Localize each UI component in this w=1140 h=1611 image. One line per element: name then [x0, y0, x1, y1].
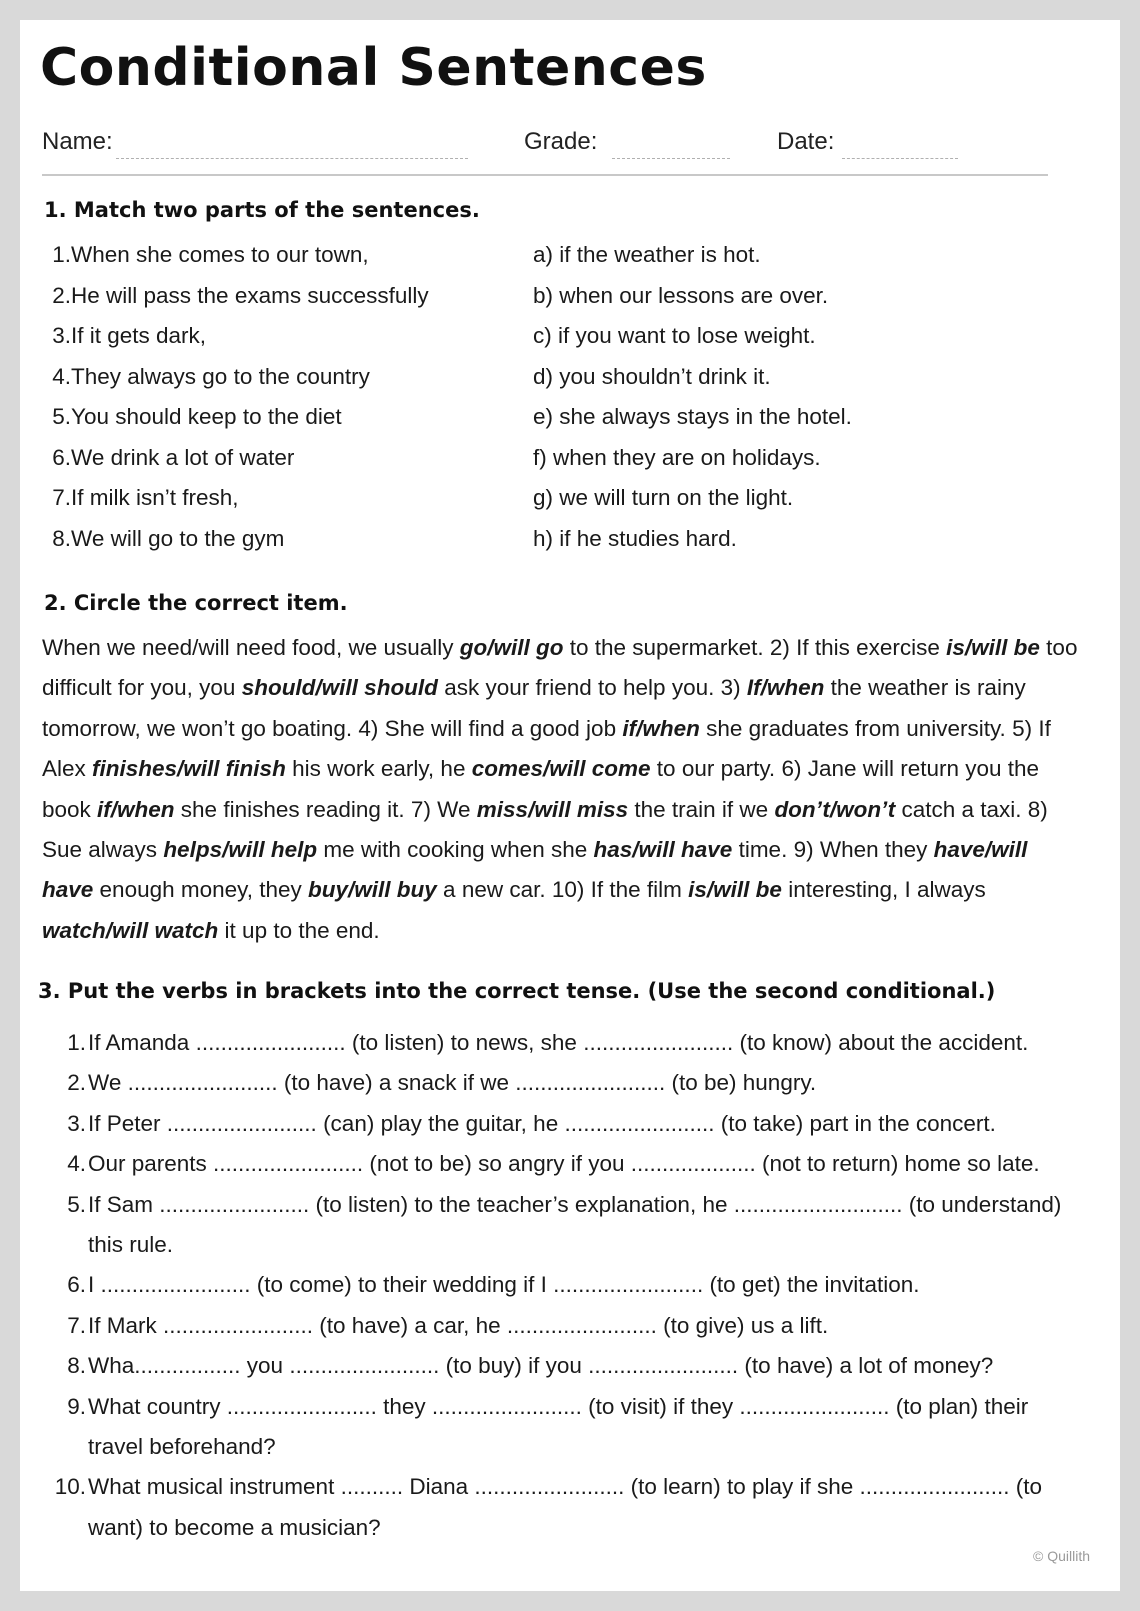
- verb-item-text: Our parents ........................ (not to be) so angry if you .................... (not to return) home so late.: [88, 1151, 1040, 1177]
- circle-option[interactable]: is/will be: [688, 877, 782, 903]
- match-left-part: If it gets dark,: [71, 323, 207, 348]
- circle-option[interactable]: buy/will buy: [308, 877, 437, 903]
- verb-item-text: If Amanda ........................ (to listen) to news, she ........................ (to know) about the accident.: [88, 1030, 1029, 1055]
- verb-item-text: What musical instrument .......... Diana ........................ (to learn) to play if she ........................ (to want) to become a musician?: [88, 1474, 1043, 1540]
- paragraph-text: catch a taxi. 8) Sue always: [42, 796, 1048, 863]
- verb-item-text: We ........................ (to have) a snack if we ........................ (to be) hungry.: [88, 1070, 817, 1096]
- circle-option[interactable]: has/will have: [593, 837, 733, 863]
- match-row: [45, 485, 1085, 526]
- verb-item: [36, 1306, 1086, 1346]
- verb-item-number: 10.: [54, 1474, 86, 1500]
- verb-item-number: 6.: [67, 1272, 86, 1298]
- match-row-number: 4.: [52, 363, 71, 389]
- section3-heading: 3. Put the verbs in brackets into the correct tense. (Use the second conditional.): [38, 979, 996, 1003]
- paragraph-text: a new car. 10) If the film: [436, 877, 689, 903]
- match-row: [45, 445, 1085, 486]
- verb-item-number: 9.: [67, 1393, 86, 1419]
- paragraph-text: to our party. 6) Jane will return you the book: [42, 756, 1040, 822]
- date-label: Date:: [777, 128, 835, 155]
- verb-item-text: I ........................ (to come) to their wedding if I ........................ (to get) the invitation.: [88, 1272, 920, 1298]
- match-right-part: c) if you want to lose weight.: [533, 323, 816, 348]
- paragraph-text: interesting, I always: [781, 877, 986, 903]
- verb-item: [36, 1346, 1086, 1386]
- verb-item: [36, 1104, 1086, 1144]
- verb-item-number: 2.: [67, 1070, 86, 1096]
- circle-option[interactable]: if/when: [97, 796, 175, 822]
- verb-item-text: If Sam ........................ (to listen) to the teacher’s explanation, he ........................... (to understand) this rule.: [88, 1191, 1062, 1258]
- circle-option[interactable]: finishes/will finish: [92, 756, 286, 782]
- circle-option[interactable]: If/when: [746, 675, 825, 701]
- paragraph-text: it up to the end.: [218, 917, 380, 943]
- grade-field[interactable]: [612, 158, 730, 159]
- verb-item-number: 8.: [67, 1353, 86, 1379]
- circle-option[interactable]: is/will be: [946, 635, 1040, 660]
- verb-item-number: 4.: [67, 1151, 86, 1177]
- circle-option[interactable]: miss/will miss: [476, 796, 629, 822]
- circle-option[interactable]: have/will have: [42, 837, 1028, 903]
- match-row-number: 8.: [52, 525, 71, 551]
- circle-option[interactable]: go/will go: [459, 635, 564, 660]
- verb-item-text: What country ........................ they ........................ (to visit) if they ........................ (to plan) their travel beforehand?: [88, 1393, 1029, 1460]
- match-left-part: When she comes to our town,: [71, 242, 369, 267]
- verb-item: [36, 1063, 1086, 1103]
- header-divider: [42, 174, 1048, 176]
- circle-option[interactable]: comes/will come: [471, 756, 651, 782]
- verb-item-text: If Mark ........................ (to have) a car, he ........................ (to give) us a lift.: [88, 1312, 829, 1338]
- paragraph-text: his work early, he: [285, 756, 472, 782]
- verb-item-number: 3.: [67, 1110, 86, 1136]
- verb-exercise-list: [36, 1023, 1086, 1548]
- name-label: Name:: [42, 128, 113, 155]
- match-row-number: 3.: [52, 323, 71, 348]
- match-left-part: We will go to the gym: [71, 525, 285, 551]
- match-right-part: a) if the weather is hot.: [533, 242, 761, 267]
- match-row: [45, 242, 1085, 283]
- match-left-part: If milk isn’t fresh,: [71, 485, 239, 510]
- match-right-part: d) you shouldn’t drink it.: [533, 363, 771, 389]
- match-list: [45, 242, 1085, 566]
- verb-item: [36, 1023, 1086, 1063]
- date-field[interactable]: [842, 158, 958, 159]
- worksheet-page: [20, 20, 1120, 1591]
- match-row-number: 2.: [52, 282, 71, 308]
- grade-label: Grade:: [524, 128, 598, 155]
- verb-item-text: If Peter ........................ (can) play the guitar, he ........................ (to take) part in the concert.: [88, 1110, 996, 1136]
- paragraph-text: to the supermarket. 2) If this exercise: [563, 635, 947, 660]
- paragraph-text: enough money, they: [93, 877, 309, 903]
- match-row: [45, 404, 1085, 445]
- paragraph-text: the weather is rainy tomorrow, we won’t go boating. 4) She will find a good job: [42, 675, 1026, 741]
- match-left-part: They always go to the country: [71, 363, 370, 389]
- verb-item: [36, 1144, 1086, 1184]
- match-row: [45, 323, 1085, 364]
- paragraph-text: the train if we: [628, 796, 775, 822]
- match-left-part: We drink a lot of water: [71, 444, 295, 470]
- verb-item-number: 5.: [67, 1191, 86, 1217]
- paragraph-text: me with cooking when she: [317, 837, 594, 863]
- name-field[interactable]: [116, 158, 468, 159]
- match-row-number: 5.: [52, 404, 71, 429]
- verb-item: [36, 1467, 1086, 1548]
- circle-exercise-paragraph: [42, 628, 1082, 951]
- circle-option[interactable]: helps/will help: [163, 837, 318, 863]
- match-row: [45, 364, 1085, 405]
- verb-item: [36, 1265, 1086, 1305]
- circle-option[interactable]: if/when: [622, 715, 700, 741]
- verb-item-number: 7.: [67, 1312, 86, 1338]
- section1-heading: 1. Match two parts of the sentences.: [44, 198, 480, 222]
- match-left-part: He will pass the exams successfully: [71, 282, 429, 308]
- copyright-notice: © Quillith: [1033, 1548, 1090, 1564]
- circle-option[interactable]: don’t/won’t: [774, 796, 896, 822]
- page-title: Conditional Sentences: [40, 38, 707, 98]
- paragraph-text: ask your friend to help you. 3): [437, 675, 747, 701]
- student-info-fields: [42, 128, 1012, 164]
- paragraph-text: When we need/will need food, we usually: [42, 635, 460, 660]
- paragraph-text: too difficult for you, you: [42, 635, 1078, 701]
- verb-item-number: 1.: [67, 1030, 86, 1055]
- match-row-number: 1.: [52, 242, 71, 267]
- verb-item: [36, 1387, 1086, 1468]
- match-left-part: You should keep to the diet: [71, 404, 342, 429]
- match-right-part: h) if he studies hard.: [533, 525, 737, 551]
- paragraph-text: time. 9) When they: [732, 837, 934, 863]
- section2-heading: 2. Circle the correct item.: [44, 591, 348, 615]
- verb-item: [36, 1185, 1086, 1266]
- match-right-part: g) we will turn on the light.: [533, 485, 794, 510]
- circle-option[interactable]: should/will should: [241, 675, 438, 701]
- match-right-part: b) when our lessons are over.: [533, 282, 829, 308]
- verb-item-text: Wha................. you ........................ (to buy) if you ........................ (to have) a lot of money?: [88, 1353, 994, 1379]
- match-row-number: 7.: [52, 485, 71, 510]
- match-right-part: e) she always stays in the hotel.: [533, 404, 852, 429]
- match-row: [45, 526, 1085, 567]
- match-row: [45, 283, 1085, 324]
- match-right-part: f) when they are on holidays.: [533, 444, 821, 470]
- paragraph-text: she graduates from university. 5) If Alex: [42, 715, 1051, 782]
- paragraph-text: she finishes reading it. 7) We: [174, 796, 477, 822]
- circle-option[interactable]: watch/will watch: [42, 917, 219, 943]
- match-row-number: 6.: [52, 444, 71, 470]
